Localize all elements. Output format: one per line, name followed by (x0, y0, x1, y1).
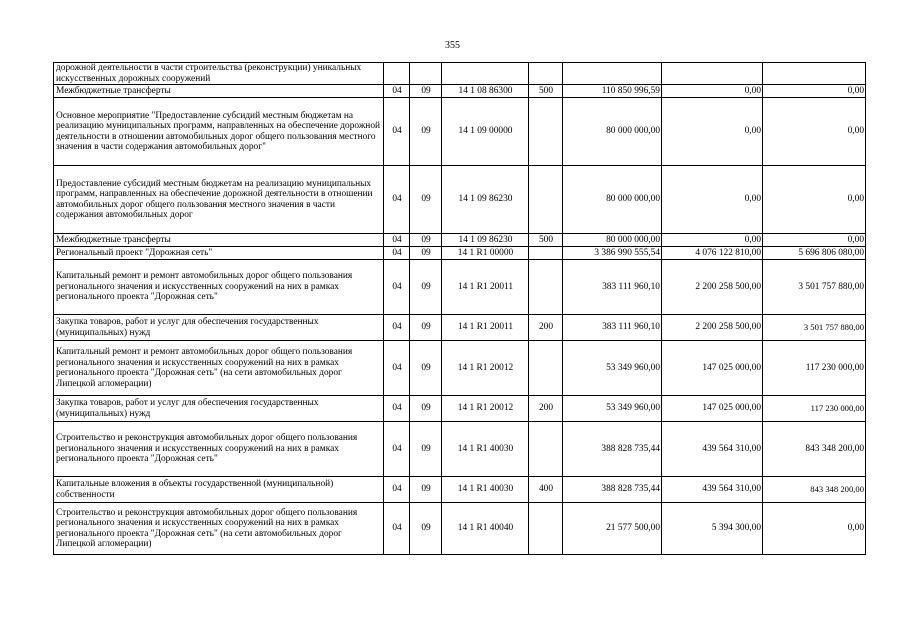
subsection-code: 09 (410, 247, 442, 260)
target-article-code: 14 1 R1 20011 (442, 260, 529, 315)
budget-item-name: дорожной деятельности в части строительства (реконструкции) уникальных искусственных дорожных сооружений (54, 63, 384, 85)
section-code (384, 63, 410, 85)
table-row (54, 477, 866, 503)
budget-item-name: Региональный проект "Дорожная сеть" (54, 247, 384, 260)
budget-table (53, 62, 866, 555)
table-row (54, 396, 866, 422)
section-code: 04 (384, 85, 410, 98)
target-article-code: 14 1 R1 20012 (442, 341, 529, 396)
expense-type-code: 500 (529, 85, 563, 98)
section-code: 04 (384, 98, 410, 166)
budget-item-name: Предоставление субсидий местным бюджетам на реализацию муниципальных программ, направленных на обеспечение дорожной деятельности в отношении автомобильных дорог общего пользования местного значения в части содержания автомобильных дорог (54, 166, 384, 234)
budget-item-name: Капитальный ремонт и ремонт автомобильных дорог общего пользования регионального значения и искусственных сооружений на них в рамках регионального проекта "Дорожная сеть" (54, 260, 384, 315)
amount-year-2: 147 025 000,00 (662, 396, 763, 422)
subsection-code: 09 (410, 503, 442, 555)
expense-type-code: 200 (529, 315, 563, 341)
subsection-code: 09 (410, 396, 442, 422)
amount-year-2: 0,00 (662, 85, 763, 98)
page-number: 355 (445, 40, 460, 51)
budget-table-body (54, 63, 866, 555)
target-article-code (442, 63, 529, 85)
amount-year-2: 2 200 258 500,00 (662, 315, 763, 341)
target-article-code: 14 1 R1 20012 (442, 396, 529, 422)
table-row (54, 341, 866, 396)
target-article-code: 14 1 R1 20011 (442, 315, 529, 341)
target-article-code: 14 1 R1 40030 (442, 422, 529, 477)
amount-year-2: 4 076 122 810,00 (662, 247, 763, 260)
amount-year-3: 843 348 200,00 (763, 477, 866, 503)
expense-type-code (529, 422, 563, 477)
subsection-code: 09 (410, 260, 442, 315)
target-article-code: 14 1 09 86230 (442, 234, 529, 247)
subsection-code: 09 (410, 98, 442, 166)
section-code: 04 (384, 341, 410, 396)
table-row (54, 234, 866, 247)
amount-year-3: 0,00 (763, 503, 866, 555)
subsection-code (410, 63, 442, 85)
table-row (54, 315, 866, 341)
budget-item-name: Строительство и реконструкция автомобильных дорог общего пользования регионального значения и искусственных сооружений на них в рамках регионального проекта "Дорожная сеть" (на сети автомобильных дорог Липецкой агломерации) (54, 503, 384, 555)
section-code: 04 (384, 315, 410, 341)
amount-year-1: 110 850 996,59 (563, 85, 662, 98)
section-code: 04 (384, 234, 410, 247)
table-row (54, 166, 866, 234)
amount-year-2: 0,00 (662, 234, 763, 247)
section-code: 04 (384, 477, 410, 503)
amount-year-2: 0,00 (662, 98, 763, 166)
table-row (54, 63, 866, 85)
section-code: 04 (384, 396, 410, 422)
amount-year-3: 0,00 (763, 85, 866, 98)
amount-year-3: 3 501 757 880,00 (763, 315, 866, 341)
target-article-code: 14 1 09 86230 (442, 166, 529, 234)
subsection-code: 09 (410, 166, 442, 234)
target-article-code: 14 1 R1 00000 (442, 247, 529, 260)
amount-year-1 (563, 63, 662, 85)
expense-type-code: 200 (529, 396, 563, 422)
amount-year-1: 388 828 735,44 (563, 422, 662, 477)
budget-item-name: Межбюджетные трансферты (54, 85, 384, 98)
expense-type-code (529, 341, 563, 396)
budget-item-name: Капитальные вложения в объекты государственной (муниципальной) собственности (54, 477, 384, 503)
section-code: 04 (384, 166, 410, 234)
amount-year-3: 0,00 (763, 98, 866, 166)
expense-type-code: 500 (529, 234, 563, 247)
budget-item-name: Капитальный ремонт и ремонт автомобильных дорог общего пользования регионального значения и искусственных сооружений на них в рамках регионального проекта "Дорожная сеть" (на сети автомобильных дорог Липецкой агломерации) (54, 341, 384, 396)
target-article-code: 14 1 09 00000 (442, 98, 529, 166)
amount-year-3 (763, 63, 866, 85)
target-article-code: 14 1 R1 40030 (442, 477, 529, 503)
amount-year-1: 21 577 500,00 (563, 503, 662, 555)
amount-year-1: 3 386 990 555,54 (563, 247, 662, 260)
amount-year-2: 2 200 258 500,00 (662, 260, 763, 315)
table-row (54, 503, 866, 555)
table-row (54, 98, 866, 166)
expense-type-code (529, 260, 563, 315)
amount-year-1: 53 349 960,00 (563, 396, 662, 422)
subsection-code: 09 (410, 422, 442, 477)
amount-year-1: 80 000 000,00 (563, 98, 662, 166)
amount-year-2: 0,00 (662, 166, 763, 234)
table-row (54, 260, 866, 315)
amount-year-3: 0,00 (763, 166, 866, 234)
subsection-code: 09 (410, 477, 442, 503)
amount-year-2: 439 564 310,00 (662, 422, 763, 477)
expense-type-code (529, 98, 563, 166)
budget-item-name: Межбюджетные трансферты (54, 234, 384, 247)
expense-type-code (529, 166, 563, 234)
budget-item-name: Закупка товаров, работ и услуг для обеспечения государственных (муниципальных) нужд (54, 396, 384, 422)
budget-item-name: Строительство и реконструкция автомобильных дорог общего пользования регионального значения и искусственных сооружений на них в рамках регионального проекта "Дорожная сеть" (54, 422, 384, 477)
amount-year-2 (662, 63, 763, 85)
subsection-code: 09 (410, 341, 442, 396)
amount-year-1: 388 828 735,44 (563, 477, 662, 503)
amount-year-2: 439 564 310,00 (662, 477, 763, 503)
amount-year-3: 843 348 200,00 (763, 422, 866, 477)
amount-year-3: 117 230 000,00 (763, 396, 866, 422)
table-row (54, 247, 866, 260)
amount-year-3: 117 230 000,00 (763, 341, 866, 396)
table-row (54, 422, 866, 477)
budget-item-name: Закупка товаров, работ и услуг для обеспечения государственных (муниципальных) нужд (54, 315, 384, 341)
amount-year-1: 80 000 000,00 (563, 166, 662, 234)
section-code: 04 (384, 503, 410, 555)
expense-type-code: 400 (529, 477, 563, 503)
expense-type-code (529, 503, 563, 555)
section-code: 04 (384, 260, 410, 315)
subsection-code: 09 (410, 234, 442, 247)
expense-type-code (529, 247, 563, 260)
amount-year-2: 5 394 300,00 (662, 503, 763, 555)
target-article-code: 14 1 08 86300 (442, 85, 529, 98)
amount-year-1: 383 111 960,10 (563, 260, 662, 315)
amount-year-3: 0,00 (763, 234, 866, 247)
section-code: 04 (384, 422, 410, 477)
amount-year-3: 3 501 757 880,00 (763, 260, 866, 315)
budget-item-name: Основное мероприятие "Предоставление субсидий местным бюджетам на реализацию муниципальных программ, направленных на обеспечение дорожной деятельности в отношении автомобильных дорог общего пользования местного значения в части содержания автомобильных дорог" (54, 98, 384, 166)
section-code: 04 (384, 247, 410, 260)
amount-year-2: 147 025 000,00 (662, 341, 763, 396)
subsection-code: 09 (410, 85, 442, 98)
amount-year-3: 5 696 806 080,00 (763, 247, 866, 260)
subsection-code: 09 (410, 315, 442, 341)
expense-type-code (529, 63, 563, 85)
target-article-code: 14 1 R1 40040 (442, 503, 529, 555)
amount-year-1: 53 349 960,00 (563, 341, 662, 396)
amount-year-1: 383 111 960,10 (563, 315, 662, 341)
amount-year-1: 80 000 000,00 (563, 234, 662, 247)
table-row (54, 85, 866, 98)
